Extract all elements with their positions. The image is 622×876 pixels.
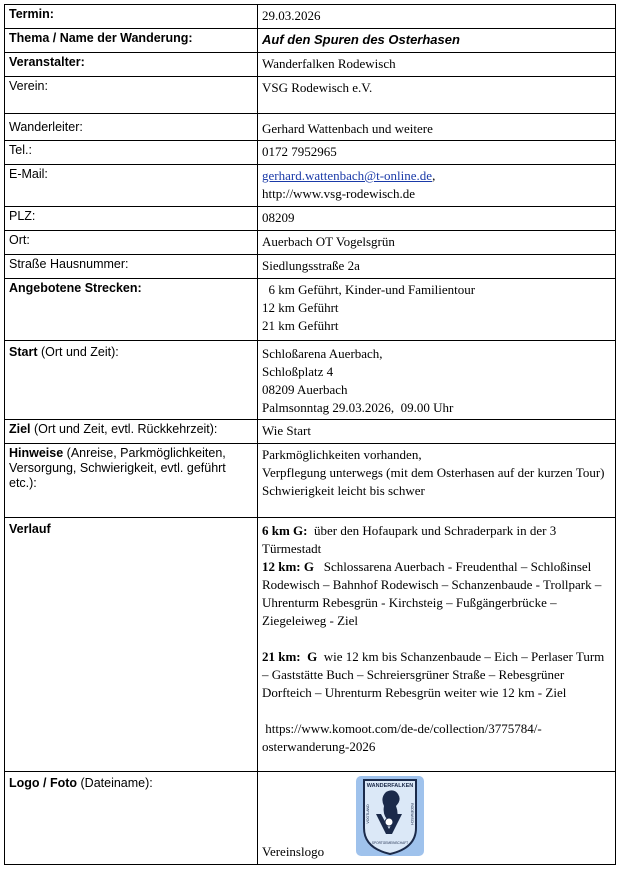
label-start bbox=[5, 341, 258, 420]
label-tel: Tel.: bbox=[5, 141, 258, 165]
value-wanderleiter: Gerhard Wattenbach und weitere bbox=[258, 114, 616, 141]
thema-text: Auf den Spuren des Osterhasen bbox=[262, 32, 460, 47]
row-ziel bbox=[5, 420, 616, 444]
label-ziel bbox=[5, 420, 258, 444]
row-logo bbox=[5, 772, 616, 865]
value-termin: 29.03.2026 bbox=[258, 5, 616, 29]
verlauf-21km-text: wie 12 km bis Schanzenbaude – Eich – Perlaser Turm – Gaststätte Buch – Schreiersgrüner Straße – Rebesgrüner Dorfteich – Uhrenturm Rebesgrün weiter wie 12 km - Ziel bbox=[262, 649, 608, 700]
logo-ball bbox=[385, 818, 393, 826]
hinweise-label-rest: (Anreise, Parkmöglichkeiten, Versorgung, Schwierigkeit, evtl. geführt etc.): bbox=[9, 446, 226, 490]
hinweis-line: Verpflegung unterwegs (mit dem Osterhasen auf der kurzen Tour) bbox=[262, 465, 605, 480]
row-email bbox=[5, 165, 616, 207]
hinweis-line: Schwierigkeit leicht bis schwer bbox=[262, 483, 425, 498]
verlauf-12km-title: 12 km: G bbox=[262, 559, 314, 574]
email-separator: , bbox=[432, 168, 436, 183]
website-link[interactable]: http://www.vsg-rodewisch.de bbox=[262, 186, 415, 201]
value-strasse: Siedlungsstraße 2a bbox=[258, 255, 616, 279]
label-verlauf: Verlauf bbox=[5, 518, 258, 772]
start-line: 08209 Auerbach bbox=[262, 382, 348, 397]
logo-top-text: WANDERFALKEN bbox=[366, 783, 414, 789]
club-logo-image bbox=[356, 776, 424, 856]
ziel-label-bold: Ziel bbox=[9, 422, 31, 436]
row-tel bbox=[5, 141, 616, 165]
logo-right-text: RODEWISCH bbox=[410, 803, 414, 825]
label-logo bbox=[5, 772, 258, 865]
value-strecken bbox=[258, 279, 616, 341]
value-ort: Auerbach OT Vogelsgrün bbox=[258, 231, 616, 255]
label-termin: Termin: bbox=[5, 5, 258, 29]
start-label-rest: (Ort und Zeit): bbox=[37, 345, 119, 359]
row-wanderleiter bbox=[5, 114, 616, 141]
row-veranstalter bbox=[5, 53, 616, 77]
event-form-table bbox=[4, 4, 616, 865]
value-tel: 0172 7952965 bbox=[258, 141, 616, 165]
spacer bbox=[262, 702, 611, 720]
value-thema bbox=[258, 29, 616, 53]
row-strecken bbox=[5, 279, 616, 341]
verlauf-21km bbox=[262, 648, 611, 702]
value-ziel: Wie Start bbox=[258, 420, 616, 444]
strecke-line: 21 km Geführt bbox=[262, 318, 339, 333]
row-thema bbox=[5, 29, 616, 53]
row-termin bbox=[5, 5, 616, 29]
value-start bbox=[258, 341, 616, 420]
value-verein: VSG Rodewisch e.V. bbox=[258, 77, 616, 114]
start-line: Palmsonntag 29.03.2026, 09.00 Uhr bbox=[262, 400, 454, 415]
row-plz bbox=[5, 207, 616, 231]
label-veranstalter: Veranstalter: bbox=[5, 53, 258, 77]
email-link[interactable]: gerhard.wattenbach@t-online.de bbox=[262, 168, 433, 183]
hinweis-line: Parkmöglichkeiten vorhanden, bbox=[262, 447, 422, 462]
row-start bbox=[5, 341, 616, 420]
start-line: Schloßplatz 4 bbox=[262, 364, 334, 379]
value-email bbox=[258, 165, 616, 207]
ziel-label-rest: (Ort und Zeit, evtl. Rückkehrzeit): bbox=[30, 422, 218, 436]
label-wanderleiter: Wanderleiter: bbox=[5, 114, 258, 141]
label-strecken: Angebotene Strecken: bbox=[5, 279, 258, 341]
row-verein bbox=[5, 77, 616, 114]
label-email: E-Mail: bbox=[5, 165, 258, 207]
value-hinweise bbox=[258, 444, 616, 518]
row-hinweise bbox=[5, 444, 616, 518]
logo-label-bold: Logo / Foto bbox=[9, 776, 78, 790]
row-ort bbox=[5, 231, 616, 255]
komoot-link[interactable]: https://www.komoot.com/de-de/collection/3775784/-osterwanderung-2026 bbox=[262, 721, 542, 754]
value-veranstalter: Wanderfalken Rodewisch bbox=[258, 53, 616, 77]
value-logo bbox=[258, 772, 616, 865]
logo-bottom-text: SPORTGEMEINSCHAFT bbox=[371, 841, 409, 845]
club-logo bbox=[356, 776, 424, 856]
start-line: Schloßarena Auerbach, bbox=[262, 346, 383, 361]
verlauf-21km-title: 21 km: G bbox=[262, 649, 318, 664]
logo-left-text: VOGTLAND bbox=[366, 804, 370, 824]
label-verein: Verein: bbox=[5, 77, 258, 114]
row-verlauf bbox=[5, 518, 616, 772]
label-hinweise bbox=[5, 444, 258, 518]
verlauf-6km-text: über den Hofaupark und Schraderpark in der 3 Türmestadt bbox=[262, 523, 560, 556]
value-plz: 08209 bbox=[258, 207, 616, 231]
label-ort: Ort: bbox=[5, 231, 258, 255]
verlauf-6km bbox=[262, 522, 611, 558]
strecke-line: 6 km Geführt, Kinder-und Familientour bbox=[262, 282, 476, 297]
logo-label-rest: (Dateiname): bbox=[77, 776, 153, 790]
label-thema: Thema / Name der Wanderung: bbox=[5, 29, 258, 53]
value-verlauf bbox=[258, 518, 616, 772]
start-label-bold: Start bbox=[9, 345, 38, 359]
verlauf-6km-title: 6 km G: bbox=[262, 523, 308, 538]
label-plz: PLZ: bbox=[5, 207, 258, 231]
row-strasse bbox=[5, 255, 616, 279]
logo-caption: Vereinslogo bbox=[262, 844, 325, 859]
verlauf-12km bbox=[262, 558, 611, 630]
spacer bbox=[262, 630, 611, 648]
label-strasse: Straße Hausnummer: bbox=[5, 255, 258, 279]
hinweise-label-bold: Hinweise bbox=[9, 446, 64, 460]
strecke-line: 12 km Geführt bbox=[262, 300, 339, 315]
verlauf-12km-text: Schlossarena Auerbach - Freudenthal – Schloßinsel Rodewisch – Bahnhof Rodewisch – Schanzenbaude - Trollpark – Uhrenturm Rebesgrün - Kirchsteig – Fußgängerbrücke – Ziegeleiweg - Ziel bbox=[262, 559, 605, 628]
